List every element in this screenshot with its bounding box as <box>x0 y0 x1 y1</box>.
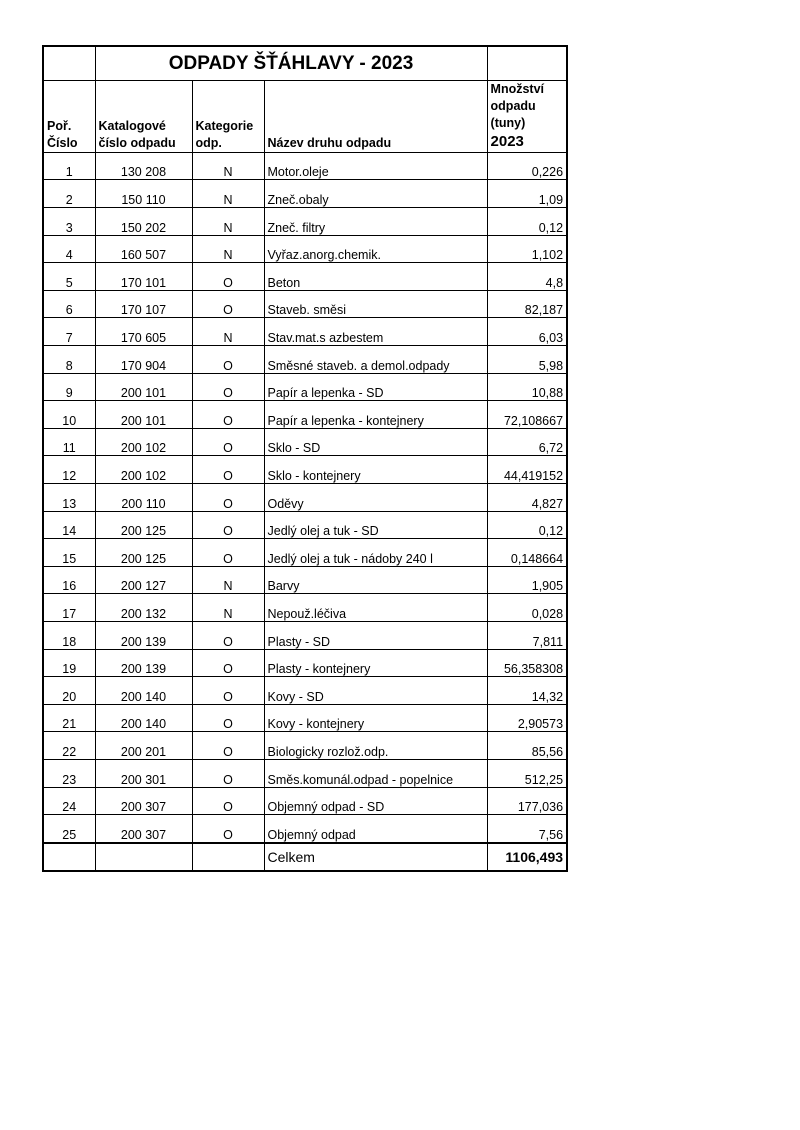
row-number: 4 <box>43 235 95 263</box>
waste-name: Jedlý olej a tuk - nádoby 240 l <box>264 539 487 567</box>
table-row <box>43 815 567 843</box>
waste-category: N <box>192 235 264 263</box>
row-number: 1 <box>43 152 95 180</box>
row-number: 14 <box>43 511 95 539</box>
waste-amount: 56,358308 <box>487 649 567 677</box>
waste-amount: 0,028 <box>487 594 567 622</box>
waste-amount: 0,226 <box>487 152 567 180</box>
header-amount-line1: Množství <box>490 82 545 96</box>
waste-name: Objemný odpad - SD <box>264 787 487 815</box>
catalog-code: 200 140 <box>95 677 192 705</box>
header-catalog-line2: číslo odpadu <box>98 136 176 150</box>
waste-name: Oděvy <box>264 484 487 512</box>
total-empty-cell <box>95 843 192 871</box>
waste-name: Stav.mat.s azbestem <box>264 318 487 346</box>
catalog-code: 200 110 <box>95 484 192 512</box>
catalog-code: 170 605 <box>95 318 192 346</box>
waste-name: Papír a lepenka - SD <box>264 373 487 401</box>
total-value: 1106,493 <box>487 843 567 871</box>
catalog-code: 200 125 <box>95 511 192 539</box>
catalog-code: 150 202 <box>95 208 192 236</box>
waste-category: N <box>192 152 264 180</box>
waste-name: Směsné staveb. a demol.odpady <box>264 346 487 374</box>
waste-category: O <box>192 511 264 539</box>
waste-amount: 44,419152 <box>487 456 567 484</box>
waste-amount: 1,09 <box>487 180 567 208</box>
waste-amount: 0,148664 <box>487 539 567 567</box>
title-row <box>43 46 567 81</box>
table-row <box>43 428 567 456</box>
waste-category: O <box>192 677 264 705</box>
row-number: 5 <box>43 263 95 291</box>
table-row <box>43 373 567 401</box>
row-number: 13 <box>43 484 95 512</box>
waste-amount: 10,88 <box>487 373 567 401</box>
waste-amount: 1,102 <box>487 235 567 263</box>
table-row <box>43 484 567 512</box>
catalog-code: 200 132 <box>95 594 192 622</box>
waste-name: Kovy - kontejnery <box>264 704 487 732</box>
waste-category: O <box>192 401 264 429</box>
waste-name: Kovy - SD <box>264 677 487 705</box>
header-category-line2: odp. <box>195 136 222 150</box>
table-row <box>43 704 567 732</box>
row-number: 15 <box>43 539 95 567</box>
catalog-code: 200 307 <box>95 787 192 815</box>
waste-category: O <box>192 428 264 456</box>
waste-amount: 82,187 <box>487 290 567 318</box>
table-row <box>43 566 567 594</box>
row-number: 20 <box>43 677 95 705</box>
row-number: 9 <box>43 373 95 401</box>
row-number: 16 <box>43 566 95 594</box>
table-row <box>43 621 567 649</box>
header-category-line1: Kategorie <box>195 119 254 134</box>
total-empty-cell <box>43 843 95 871</box>
waste-amount: 7,56 <box>487 815 567 843</box>
waste-category: O <box>192 787 264 815</box>
row-number: 18 <box>43 621 95 649</box>
row-number: 19 <box>43 649 95 677</box>
waste-amount: 512,25 <box>487 759 567 787</box>
header-name: Název druhu odpadu <box>264 81 487 153</box>
waste-category: O <box>192 649 264 677</box>
waste-amount: 5,98 <box>487 346 567 374</box>
catalog-code: 200 301 <box>95 759 192 787</box>
table-row <box>43 456 567 484</box>
waste-category: O <box>192 373 264 401</box>
catalog-code: 200 139 <box>95 621 192 649</box>
row-number: 6 <box>43 290 95 318</box>
row-number: 11 <box>43 428 95 456</box>
table-row <box>43 263 567 291</box>
row-number: 25 <box>43 815 95 843</box>
waste-amount: 14,32 <box>487 677 567 705</box>
table-row <box>43 318 567 346</box>
waste-name: Plasty - kontejnery <box>264 649 487 677</box>
waste-amount: 4,8 <box>487 263 567 291</box>
waste-amount: 72,108667 <box>487 401 567 429</box>
row-number: 12 <box>43 456 95 484</box>
table-row <box>43 732 567 760</box>
header-catalog-line1: Katalogové <box>98 119 166 134</box>
waste-category: O <box>192 704 264 732</box>
header-row <box>43 81 567 153</box>
catalog-code: 200 127 <box>95 566 192 594</box>
waste-category: N <box>192 566 264 594</box>
total-row <box>43 843 567 871</box>
table-row <box>43 539 567 567</box>
waste-amount: 6,72 <box>487 428 567 456</box>
waste-category: O <box>192 815 264 843</box>
waste-name: Směs.komunál.odpad - popelnice <box>264 759 487 787</box>
row-number: 3 <box>43 208 95 236</box>
total-empty-cell <box>192 843 264 871</box>
waste-amount: 4,827 <box>487 484 567 512</box>
catalog-code: 170 101 <box>95 263 192 291</box>
header-category <box>192 81 264 153</box>
waste-category: O <box>192 346 264 374</box>
waste-name: Barvy <box>264 566 487 594</box>
waste-amount: 1,905 <box>487 566 567 594</box>
catalog-code: 130 208 <box>95 152 192 180</box>
waste-name: Beton <box>264 263 487 291</box>
header-amount-line2: odpadu <box>490 98 536 113</box>
title-left-empty-cell <box>43 46 95 81</box>
row-number: 2 <box>43 180 95 208</box>
row-number: 24 <box>43 787 95 815</box>
row-number: 22 <box>43 732 95 760</box>
table-row <box>43 152 567 180</box>
waste-amount: 7,811 <box>487 621 567 649</box>
table-title: ODPADY ŠŤÁHLAVY - 2023 <box>95 46 487 81</box>
waste-category: O <box>192 759 264 787</box>
waste-category: O <box>192 263 264 291</box>
waste-category: O <box>192 539 264 567</box>
waste-name: Zneč. filtry <box>264 208 487 236</box>
table-row <box>43 346 567 374</box>
waste-name: Jedlý olej a tuk - SD <box>264 511 487 539</box>
waste-name: Zneč.obaly <box>264 180 487 208</box>
table-row <box>43 401 567 429</box>
row-number: 17 <box>43 594 95 622</box>
table-row <box>43 759 567 787</box>
waste-category: N <box>192 318 264 346</box>
waste-name: Papír a lepenka - kontejnery <box>264 401 487 429</box>
catalog-code: 200 102 <box>95 428 192 456</box>
waste-name: Vyřaz.anorg.chemik. <box>264 235 487 263</box>
waste-category: N <box>192 180 264 208</box>
waste-name: Sklo - kontejnery <box>264 456 487 484</box>
table-row <box>43 235 567 263</box>
catalog-code: 200 101 <box>95 401 192 429</box>
table-row <box>43 208 567 236</box>
waste-name: Staveb. směsi <box>264 290 487 318</box>
table-row <box>43 787 567 815</box>
waste-category: O <box>192 621 264 649</box>
header-amount <box>487 81 567 153</box>
header-order-line1: Poř. <box>47 119 72 134</box>
catalog-code: 200 201 <box>95 732 192 760</box>
header-amount-line3: (tuny) <box>490 115 526 130</box>
catalog-code: 200 139 <box>95 649 192 677</box>
catalog-code: 200 125 <box>95 539 192 567</box>
catalog-code: 200 102 <box>95 456 192 484</box>
catalog-code: 170 107 <box>95 290 192 318</box>
catalog-code: 160 507 <box>95 235 192 263</box>
waste-amount: 0,12 <box>487 511 567 539</box>
catalog-code: 200 101 <box>95 373 192 401</box>
waste-name: Nepouž.léčiva <box>264 594 487 622</box>
table-row <box>43 511 567 539</box>
table-row <box>43 594 567 622</box>
catalog-code: 170 904 <box>95 346 192 374</box>
waste-amount: 6,03 <box>487 318 567 346</box>
header-amount-year: 2023 <box>490 132 524 150</box>
title-right-empty-cell <box>487 46 567 81</box>
waste-amount: 85,56 <box>487 732 567 760</box>
table-row <box>43 649 567 677</box>
waste-category: O <box>192 732 264 760</box>
waste-category: N <box>192 594 264 622</box>
catalog-code: 150 110 <box>95 180 192 208</box>
row-number: 7 <box>43 318 95 346</box>
header-order <box>43 81 95 153</box>
waste-category: O <box>192 290 264 318</box>
waste-name: Objemný odpad <box>264 815 487 843</box>
waste-amount: 0,12 <box>487 208 567 236</box>
waste-category: O <box>192 456 264 484</box>
catalog-code: 200 307 <box>95 815 192 843</box>
table-row <box>43 180 567 208</box>
waste-table <box>42 45 568 872</box>
waste-amount: 2,90573 <box>487 704 567 732</box>
header-order-line2: Číslo <box>47 136 78 150</box>
table-row <box>43 677 567 705</box>
waste-name: Motor.oleje <box>264 152 487 180</box>
catalog-code: 200 140 <box>95 704 192 732</box>
row-number: 8 <box>43 346 95 374</box>
row-number: 21 <box>43 704 95 732</box>
table-row <box>43 290 567 318</box>
row-number: 23 <box>43 759 95 787</box>
waste-category: N <box>192 208 264 236</box>
waste-name: Biologicky rozlož.odp. <box>264 732 487 760</box>
row-number: 10 <box>43 401 95 429</box>
waste-name: Sklo - SD <box>264 428 487 456</box>
waste-category: O <box>192 484 264 512</box>
total-label: Celkem <box>264 843 487 871</box>
waste-name: Plasty - SD <box>264 621 487 649</box>
header-catalog <box>95 81 192 153</box>
waste-amount: 177,036 <box>487 787 567 815</box>
